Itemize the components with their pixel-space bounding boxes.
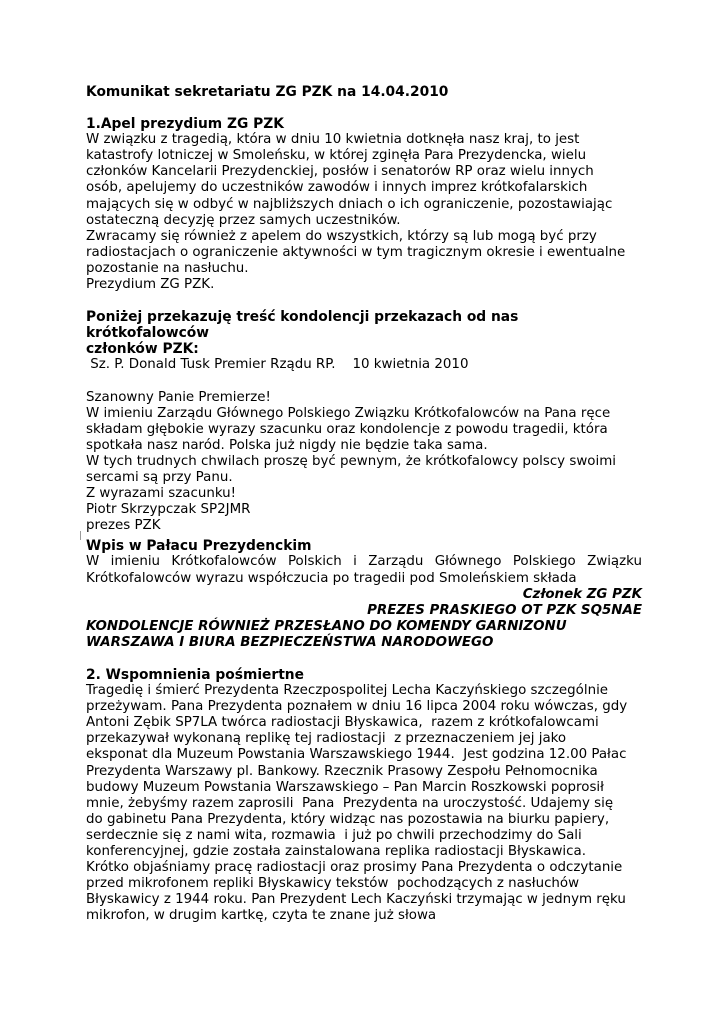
letter-line: sercami są przy Panu. [86, 469, 233, 485]
section2-line: mikrofon, w drugim kartkę, czyta te znane już słowa [86, 908, 437, 924]
margin-mark [80, 531, 81, 540]
document-title: Komunikat sekretariatu ZG PZK na 14.04.2010 [86, 84, 449, 100]
section2-line: budowy Muzeum Powstania Warszawskiego – Pan Marcin Roszkowski poprosił [86, 779, 604, 795]
letter-line: spotkała nasz naród. Polska już nigdy nie będzie taka sama. [86, 437, 488, 453]
palace-signature: Członek ZG PZK [522, 586, 642, 602]
section1-line: W związku z tragedią, która w dniu 10 kwietnia dotknęła nasz kraj, to jest [86, 132, 580, 148]
section2-heading: 2. Wspomnienia pośmiertne [86, 667, 304, 683]
spacer [86, 293, 642, 309]
letter-line: składam głębokie wyrazy szacunku oraz kondolencje z powodu tragedii, która [86, 421, 608, 437]
section2-line: Błyskawicy z 1944 roku. Pan Prezydent Lech Kaczyński trzymając w jednym ręku [86, 892, 626, 908]
section1-line: pozostanie na nasłuchu. [86, 260, 249, 276]
section2-line: przekazywał wykonaną replikę tej radiostacji z przeznaczeniem jej jako [86, 731, 567, 747]
condolences-notice-line: WARSZAWA I BIURA BEZPIECZEŃSTWA NARODOWEGO [86, 634, 494, 650]
section2-line: przed mikrofonem repliki Błyskawicy tekstów pochodzących z nasłuchów [86, 876, 580, 892]
section1-heading: 1.Apel prezydium ZG PZK [86, 116, 284, 133]
letter-line: W imieniu Zarządu Głównego Polskiego Związku Krótkofalowców na Pana ręce [86, 405, 611, 421]
letter-signature-title: prezes PZK [86, 518, 161, 534]
letter-line: W tych trudnych chwilach proszę być pewnym, że krótkofalowcy polscy swoimi [86, 453, 616, 469]
spacer [86, 651, 642, 667]
section1-line: katastrofy lotniczej w Smoleńsku, w której zginęła Para Prezydencka, wielu [86, 148, 587, 164]
section1-body [86, 132, 642, 293]
spacer [86, 100, 642, 116]
letter-line: Z wyrazami szacunku! [86, 486, 237, 502]
section2-body [86, 683, 642, 924]
section1-line: członków Kancelarii Prezydenckiej, posłów i senatorów RP oraz wielu innych [86, 164, 594, 180]
section2-line: mnie, żebyśmy razem zaprosili Pana Prezydenta na uroczystość. Udajemy się [86, 795, 614, 811]
palace-line: W imieniu Krótkofalowców Polskich i Zarządu Głównego Polskiego Związku [86, 554, 642, 570]
letter-signature: Piotr Skrzypczak SP2JMR [86, 502, 251, 518]
section2-line: Tragedię i śmierć Prezydenta Rzeczpospolitej Lecha Kaczyńskiego szczególnie [86, 683, 609, 699]
spacer [86, 374, 642, 390]
section2-line: Prezydenta Warszawy pl. Bankowy. Rzecznik Prasowy Zespołu Pełnomocnika [86, 763, 598, 779]
section1-line: mających się w odbyć w najbliższych dniach o ich ograniczenie, pozostawiając [86, 196, 613, 212]
section2-line: do gabinetu Pana Prezydenta, który widząc nas pozostawia na biurku papiery, [86, 811, 610, 827]
section1-line: radiostacjach o ograniczenie aktywności w tym tragicznym okresie i ewentualne [86, 244, 626, 260]
section1-line: osób, apelujemy do uczestników zawodów i innych imprez krótkofalarskich [86, 180, 588, 196]
section2-line: przeżywam. Pana Prezydenta poznałem w dniu 16 lipca 2004 roku wówczas, gdy [86, 699, 628, 715]
condolences-heading-line: członków PZK: [86, 341, 199, 358]
letter-addressee: Sz. P. Donald Tusk Premier Rządu RP. 10 kwietnia 2010 [86, 357, 469, 373]
section2-line: serdecznie się z nami wita, rozmawia i już po chwili przechodzimy do Sali [86, 827, 582, 843]
palace-line: Krótkofalowców wyrazu współczucia po tragedii pod Smoleńskiem składa [86, 570, 577, 586]
section1-line: Zwracamy się również z apelem do wszystkich, którzy są lub mogą być przy [86, 228, 597, 244]
section2-line: Antoni Zębik SP7LA twórca radiostacji Błyskawica, razem z krótkofalowcami [86, 715, 599, 731]
letter-body [86, 390, 642, 535]
section1-line: Prezydium ZG PZK. [86, 277, 215, 293]
condolences-notice-line: KONDOLENCJE RÓWNIEŻ PRZESŁANO DO KOMENDY GARNIZONU [86, 618, 567, 634]
letter-line: Szanowny Panie Premierze! [86, 389, 271, 405]
section2-line: konferencyjnej, gdzie została zainstalowana replika radiostacji Błyskawica. [86, 844, 586, 860]
document-page [86, 84, 642, 925]
condolences-heading-line: Poniżej przekazuję treść kondolencji przekazach od nas krótkofalowców [86, 309, 524, 342]
section2-line: eksponat dla Muzeum Powstania Warszawskiego 1944. Jest godzina 12.00 Pałac [86, 747, 627, 763]
section2-line: Krótko objaśniamy pracę radiostacji oraz prosimy Pana Prezydenta o odczytanie [86, 860, 623, 876]
palace-heading: Wpis w Pałacu Prezydenckim [86, 538, 312, 555]
palace-signature-title: PREZES PRASKIEGO OT PZK SQ5NAE [367, 602, 642, 618]
section1-line: ostateczną decyzję przez samych uczestników. [86, 212, 401, 228]
